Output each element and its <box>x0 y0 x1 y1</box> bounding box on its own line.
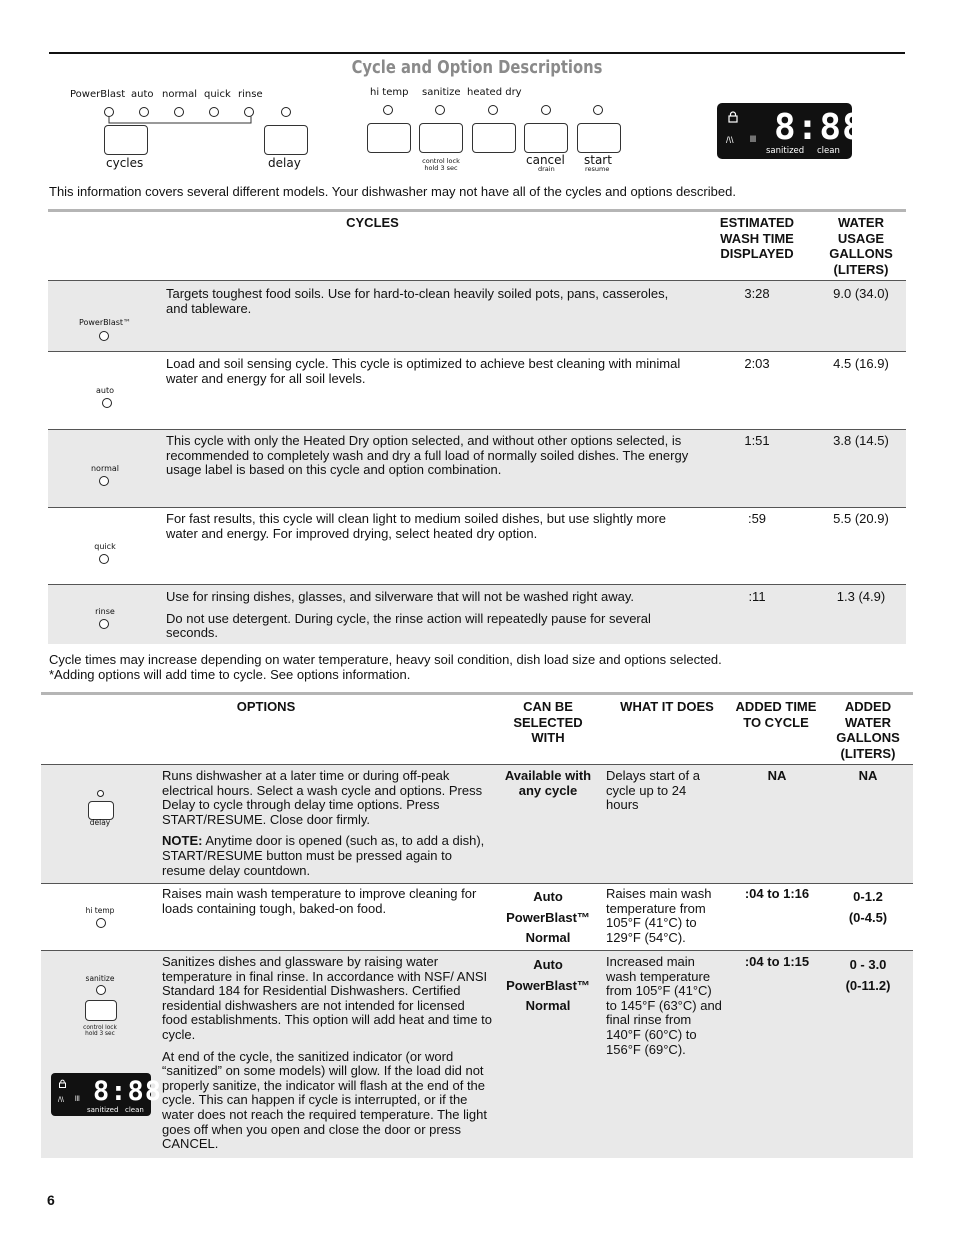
cycle-water: 5.5 (20.9) <box>833 511 889 526</box>
cycle-notes: Cycle times may increase depending on water temperature, heavy soil condition, dish load size and options selected. *Adding options will add time to cycle. See options information. <box>49 652 722 682</box>
option-what-it-does: Delays start of a cycle up to 24 hours <box>606 768 700 813</box>
page-title: Cycle and Option Descriptions <box>351 57 603 78</box>
option-what-it-does: Increased main wash temperature from 105°F (41°C) to 145°F (63°C) and final rinse from 140°F (60°C) to 156°F (69°C). <box>606 954 722 1057</box>
cycle-time: 1:51 <box>744 433 770 448</box>
cycle-description: Use for rinsing dishes, glasses, and silverware that will not be washed right away. Do not use detergent. During cycle, the rinse action will repeatedly pause for several seconds. <box>166 589 651 641</box>
delay-button[interactable] <box>264 125 308 155</box>
led-sanitize <box>435 105 445 115</box>
led-label-rinse: rinse <box>238 89 263 100</box>
table-row <box>48 352 906 430</box>
status-display <box>717 103 865 159</box>
table-row <box>48 585 906 644</box>
cancel-label: cancel <box>526 153 565 167</box>
cycle-water: 3.8 (14.5) <box>833 433 889 448</box>
start-label: start <box>584 153 612 167</box>
led-label-quick: quick <box>204 89 231 100</box>
option-led-icon <box>96 918 106 928</box>
wash-indicator-icon: /\\ <box>726 135 734 145</box>
option-selected-with: Auto PowerBlast™ Normal <box>506 889 590 945</box>
display-digits: 8:88 <box>774 107 865 148</box>
sanitize-button-icon <box>85 1000 117 1021</box>
selected-with-header: CAN BE SELECTED WITH <box>513 699 583 745</box>
cycle-description: Targets toughest food soils. Use for hard-to-clean heavily soiled pots, pans, casseroles, and tableware. <box>166 286 669 316</box>
cycles-table-rule <box>48 209 906 212</box>
cycle-water: 1.3 (4.9) <box>836 589 886 604</box>
display-clean: clean <box>817 146 840 156</box>
top-rule <box>49 52 905 54</box>
option-added-water: 0 - 3.0 (0-11.2) <box>845 957 891 993</box>
display-clean: clean <box>125 1106 144 1114</box>
cycle-water: 4.5 (16.9) <box>833 356 889 371</box>
led-heated-dry <box>488 105 498 115</box>
cycle-time: 2:03 <box>744 356 770 371</box>
option-icon-label: delay <box>89 818 111 827</box>
table-row <box>41 951 913 1158</box>
resume-label: resume <box>585 165 610 173</box>
cycle-icon-label: PowerBlast™ <box>78 318 132 327</box>
water-usage-header: WATER USAGE GALLONS (LITERS) <box>829 215 893 277</box>
cycle-icon-label: auto <box>95 386 114 395</box>
intro-text: This information covers several different models. Your dishwasher may not have all of the cycles and options described. <box>49 184 736 199</box>
led-delay <box>281 107 291 117</box>
cycle-led-icon <box>99 331 109 341</box>
dry-indicator-icon: lll <box>750 134 756 144</box>
led-start <box>593 105 603 115</box>
lock-icon <box>58 1079 67 1088</box>
option-added-time: :04 to 1:16 <box>744 886 810 901</box>
added-time-header: ADDED TIME TO CYCLE <box>735 699 817 730</box>
drain-label: drain <box>538 165 555 173</box>
delay-led-icon <box>97 790 104 797</box>
led-hi-temp <box>383 105 393 115</box>
option-description: Sanitizes dishes and glassware by raising water temperature in final rinse. In accordance with NSF/ ANSI Standard 184 for Residential Dishwashers. Certified residential dishwashers are not intended for licensed food establishments. This option will add heat and time to cycle. At end of the cycle, the sanitized indicator (or word “sanitized” on some models) will glow. If the load did not properly sanitize, the indicator will flash at the end of the cycle. This can happen if cycle is interrupted, or if the water does not reach the required temperature. The light goes off when you open and close the door or press CANCEL. <box>162 954 493 1152</box>
sanitize-button[interactable] <box>419 123 463 153</box>
led-label-normal: normal <box>162 89 198 100</box>
cycle-led-icon <box>102 398 112 408</box>
cycle-description: This cycle with only the Heated Dry option selected, and without other options selected, is recommended to completely wash and dry a full load of normally soiled dishes. The energy usage label is based on this cycle and option combination. <box>166 433 689 478</box>
options-table-rule <box>41 692 913 695</box>
cycle-led-icon <box>99 619 109 629</box>
led-label-heated-dry: heated dry <box>467 87 522 98</box>
option-selected-with: Auto PowerBlast™ Normal <box>506 957 590 1013</box>
cycle-water: 9.0 (34.0) <box>833 286 889 301</box>
cycle-led-icon <box>99 476 109 486</box>
option-description: Raises main wash temperature to improve cleaning for loads containing tough, baked-on food. <box>162 886 477 916</box>
sanitized-display-icon <box>51 1073 163 1116</box>
heated-dry-button[interactable] <box>472 123 516 153</box>
table-row <box>48 508 906 585</box>
cycle-description: Load and soil sensing cycle. This cycle is optimized to achieve best cleaning with minimal water and energy for all soil levels. <box>166 356 681 386</box>
cycles-button-label: cycles <box>106 156 144 170</box>
cycle-icon-label: quick <box>94 542 116 551</box>
led-label-hi-temp: hi temp <box>370 87 409 98</box>
dry-indicator-icon: lll <box>75 1096 80 1103</box>
led-bracket <box>108 115 253 125</box>
cycle-icon-label: normal <box>90 464 120 473</box>
option-added-water: 0-1.2 (0-4.5) <box>848 889 888 925</box>
lock-icon <box>727 111 739 123</box>
table-row <box>48 281 906 352</box>
option-added-time: NA <box>767 768 787 783</box>
cycle-icon-label: rinse <box>95 607 115 616</box>
page-number: 6 <box>47 1192 55 1208</box>
led-label-powerblast: PowerBlast <box>70 89 126 100</box>
what-it-does-header: WHAT IT DOES <box>620 699 714 714</box>
control-lock-label: control lock hold 3 sec <box>422 157 460 172</box>
start-button[interactable] <box>577 123 621 153</box>
option-led-icon <box>96 985 106 995</box>
option-added-water: NA <box>858 768 878 783</box>
option-icon-label: sanitize <box>85 974 115 983</box>
cycle-time: 3:28 <box>744 286 770 301</box>
wash-time-header: ESTIMATED WASH TIME DISPLAYED <box>719 215 795 261</box>
cycles-button[interactable] <box>104 125 148 155</box>
cycles-header: CYCLES <box>346 215 399 230</box>
led-label-auto: auto <box>131 89 154 100</box>
table-row <box>41 765 913 884</box>
delay-button-label: delay <box>268 156 301 170</box>
led-label-sanitize: sanitize <box>422 87 461 98</box>
option-icon-label: hi temp <box>85 906 115 915</box>
table-row <box>41 884 913 951</box>
option-added-time: :04 to 1:15 <box>744 954 810 969</box>
hi-temp-button[interactable] <box>367 123 411 153</box>
display-sanitized: sanitized <box>766 146 805 156</box>
cycle-time: :59 <box>747 511 767 526</box>
led-cancel <box>541 105 551 115</box>
option-what-it-does: Raises main wash temperature from 105°F (41°C) to 129°F (54°C). <box>606 886 712 945</box>
display-sanitized: sanitized <box>87 1106 119 1114</box>
options-header: OPTIONS <box>236 699 296 714</box>
cycle-led-icon <box>99 554 109 564</box>
display-digits: 8:88 <box>93 1076 163 1107</box>
option-selected-with: Available with any cycle <box>504 768 592 798</box>
cycle-description: For fast results, this cycle will clean light to medium soiled dishes, but use slightly more water and energy. For improved drying, select heated dry option. <box>166 511 666 541</box>
added-water-header: ADDED WATER GALLONS (LITERS) <box>836 699 900 761</box>
cancel-button[interactable] <box>524 123 568 153</box>
control-lock-icon-label: control lock hold 3 sec <box>83 1025 117 1037</box>
table-row <box>48 430 906 508</box>
wash-indicator-icon: /\\ <box>58 1097 64 1104</box>
option-description: Runs dishwasher at a later time or during off-peak electrical hours. Select a wash cycle and options. Press Delay to cycle through delay time options. Press START/RESUME. Close door firmly. NOTE: Anytime door is opened (such as, to add a dish), START/RESUME button must be pressed again to resume delay countdown. <box>162 768 485 878</box>
cycle-time: :11 <box>748 589 766 604</box>
